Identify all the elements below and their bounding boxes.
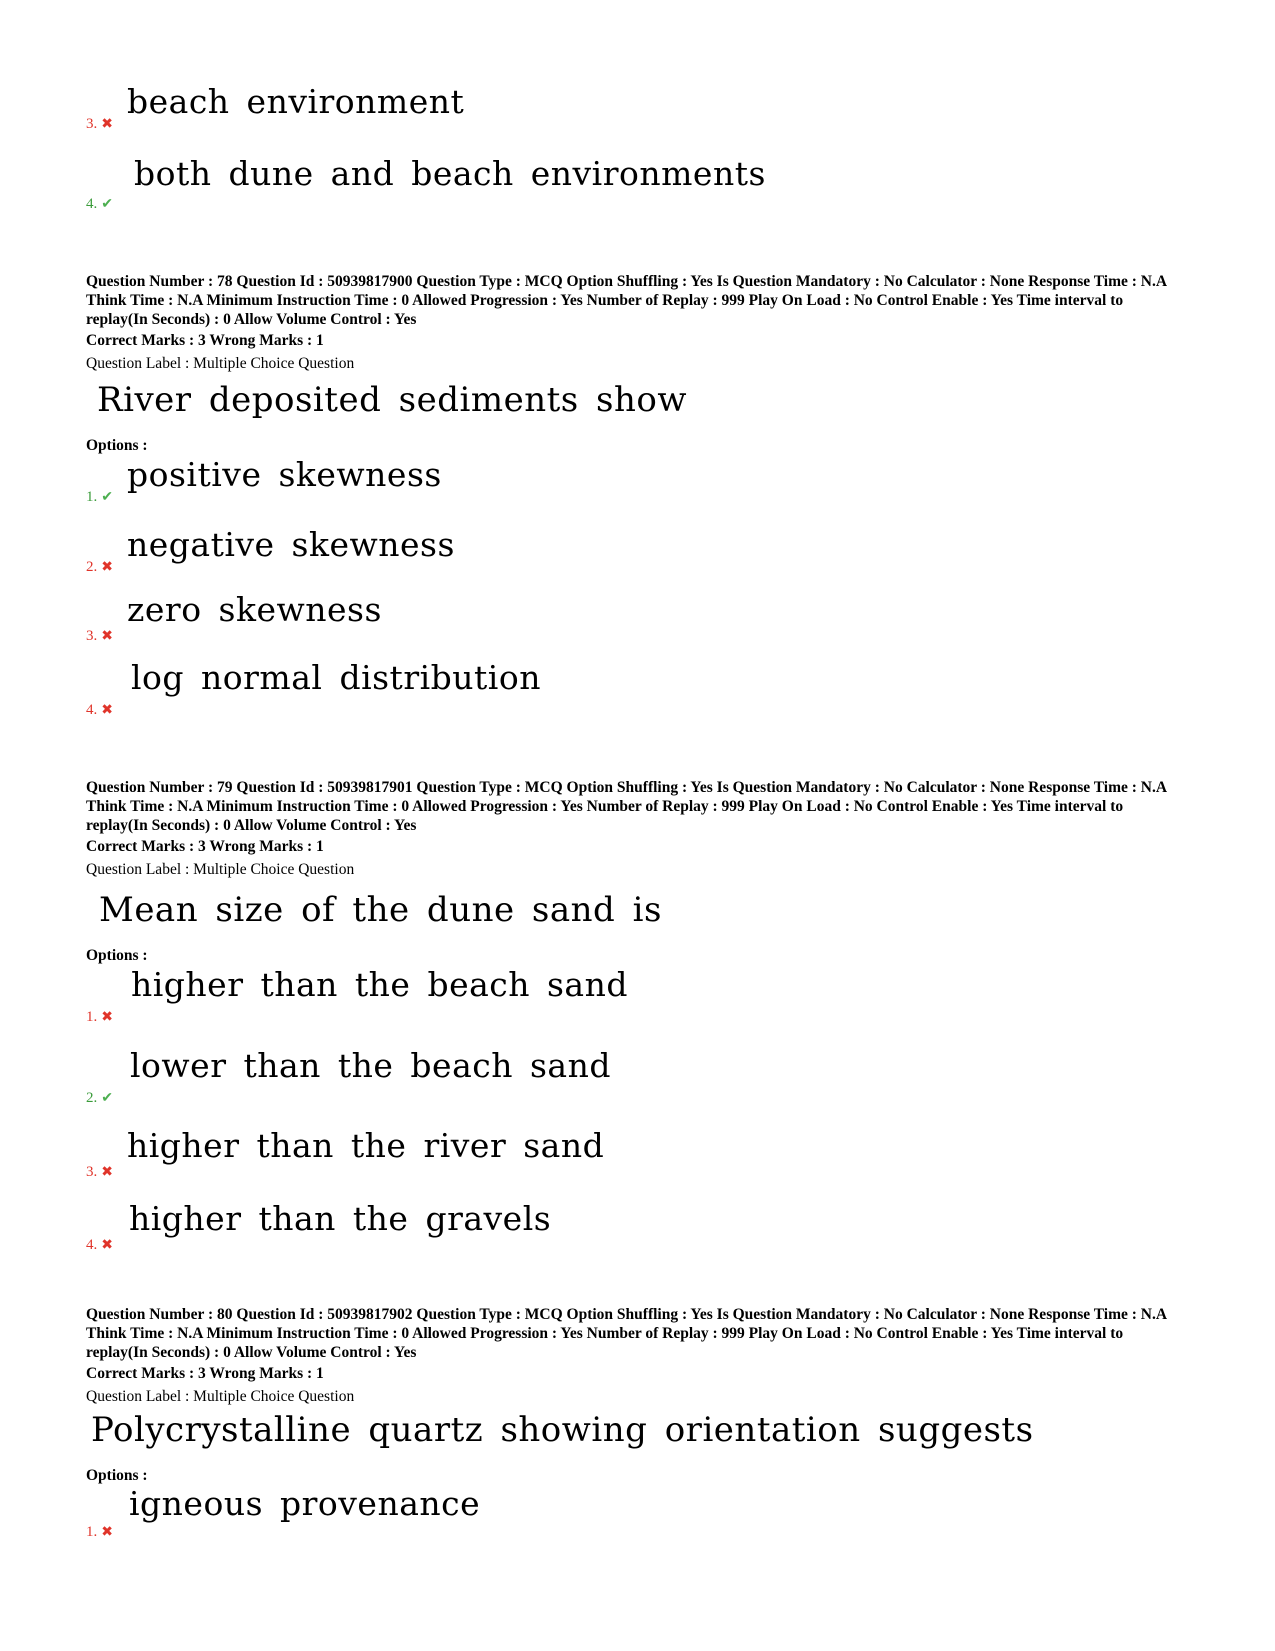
option-text: negative skewness <box>127 525 455 564</box>
option-text: higher than the river sand <box>127 1126 605 1165</box>
option-item <box>0 584 1275 644</box>
question-label: Question Label : Multiple Choice Question <box>86 861 355 878</box>
cross-icon: ✖ <box>101 1238 113 1253</box>
option-text: lower than the beach sand <box>130 1046 611 1085</box>
question-marks: Correct Marks : 3 Wrong Marks : 1 <box>86 838 324 855</box>
carryover-option-3 <box>0 80 1275 132</box>
question-meta: Question Number : 78 Question Id : 50939817900 Question Type : MCQ Option Shuffling : Yes Is Question Mandatory : No Calculator : None Response Time : N.A Think Time : N.A Minimum Instruction Time : 0 Allowed Progression : Yes Number of Replay : 999 Play On Load : No Control Enable : Yes Time interval to replay(In Seconds) : 0 Allow Volume Control : Yes <box>86 273 1167 328</box>
question-label: Question Label : Multiple Choice Question <box>86 355 355 372</box>
option-item <box>0 515 1275 575</box>
check-icon: ✔ <box>101 1091 113 1106</box>
option-item <box>0 1046 1275 1106</box>
cross-icon: ✖ <box>101 1525 113 1540</box>
option-item <box>0 1480 1275 1540</box>
check-icon: ✔ <box>101 490 113 505</box>
option-text: igneous provenance <box>129 1484 481 1523</box>
cross-icon: ✖ <box>101 117 113 132</box>
option-item <box>0 658 1275 718</box>
options-label: Options : <box>86 947 148 964</box>
option-number: 3. ✖ <box>86 116 113 132</box>
options-label: Options : <box>86 437 148 454</box>
option-text: positive skewness <box>127 455 442 494</box>
option-text: beach environment <box>127 82 465 121</box>
question-text: River deposited sediments show <box>97 380 687 420</box>
question-marks: Correct Marks : 3 Wrong Marks : 1 <box>86 1365 324 1382</box>
option-number: 4. ✔ <box>86 196 113 212</box>
option-item <box>0 445 1275 505</box>
option-number: 1. ✖ <box>86 1009 113 1025</box>
question-text: Polycrystalline quartz showing orientation suggests <box>91 1410 1034 1450</box>
option-number: 4. ✖ <box>86 1237 113 1253</box>
option-item <box>0 1193 1275 1253</box>
cross-icon: ✖ <box>101 1165 113 1180</box>
option-item <box>0 965 1275 1025</box>
cross-icon: ✖ <box>101 703 113 718</box>
cross-icon: ✖ <box>101 1010 113 1025</box>
question-label: Question Label : Multiple Choice Question <box>86 1388 355 1405</box>
cross-icon: ✖ <box>101 629 113 644</box>
option-number: 2. ✔ <box>86 1090 113 1106</box>
question-meta: Question Number : 80 Question Id : 50939817902 Question Type : MCQ Option Shuffling : Yes Is Question Mandatory : No Calculator : None Response Time : N.A Think Time : N.A Minimum Instruction Time : 0 Allowed Progression : Yes Number of Replay : 999 Play On Load : No Control Enable : Yes Time interval to replay(In Seconds) : 0 Allow Volume Control : Yes <box>86 1306 1167 1361</box>
option-number: 1. ✖ <box>86 1524 113 1540</box>
carryover-option-4 <box>0 154 1275 212</box>
option-number: 3. ✖ <box>86 628 113 644</box>
option-text: both dune and beach environments <box>134 154 766 193</box>
option-number: 4. ✖ <box>86 702 113 718</box>
question-meta: Question Number : 79 Question Id : 50939817901 Question Type : MCQ Option Shuffling : Yes Is Question Mandatory : No Calculator : None Response Time : N.A Think Time : N.A Minimum Instruction Time : 0 Allowed Progression : Yes Number of Replay : 999 Play On Load : No Control Enable : Yes Time interval to replay(In Seconds) : 0 Allow Volume Control : Yes <box>86 779 1167 834</box>
option-text: log normal distribution <box>131 658 541 697</box>
option-number: 3. ✖ <box>86 1164 113 1180</box>
options-label: Options : <box>86 1467 148 1484</box>
option-item <box>0 1120 1275 1180</box>
option-number: 2. ✖ <box>86 559 113 575</box>
option-text: zero skewness <box>127 590 382 629</box>
question-text: Mean size of the dune sand is <box>99 890 662 930</box>
option-text: higher than the gravels <box>129 1199 552 1238</box>
cross-icon: ✖ <box>101 560 113 575</box>
option-text: higher than the beach sand <box>131 965 628 1004</box>
check-icon: ✔ <box>101 197 113 212</box>
option-number: 1. ✔ <box>86 489 113 505</box>
question-marks: Correct Marks : 3 Wrong Marks : 1 <box>86 332 324 349</box>
